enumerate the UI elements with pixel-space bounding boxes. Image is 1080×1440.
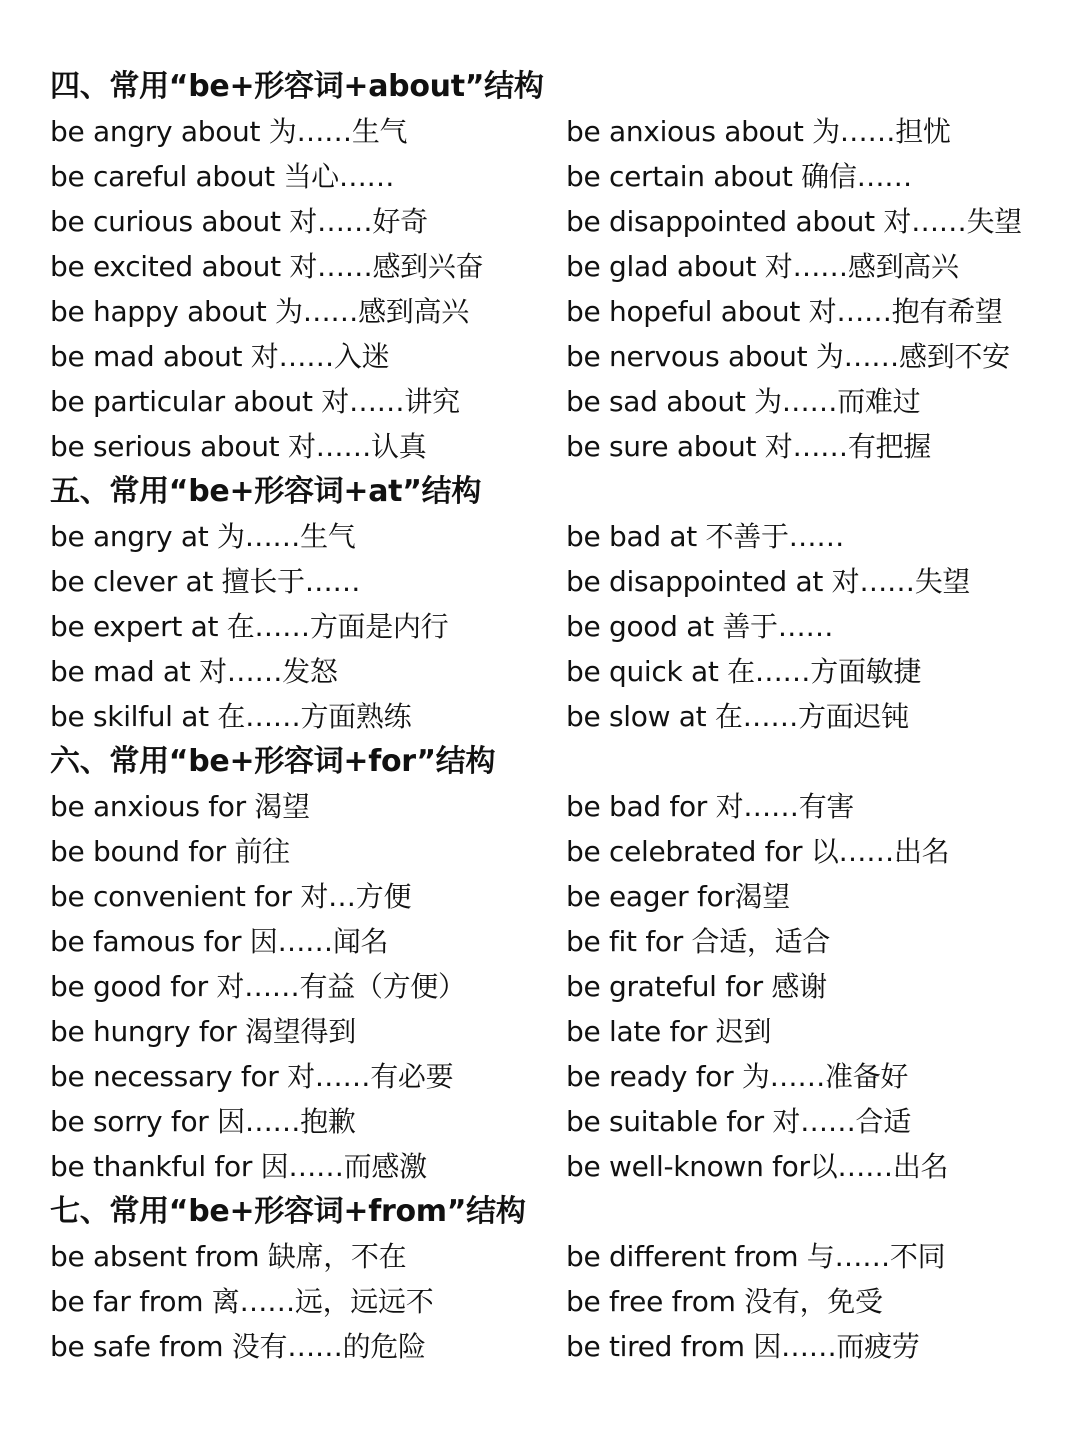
phrase-entry-right: be bad at 不善于…… [566, 520, 845, 553]
phrase-entry-left: be bound for 前往 [50, 835, 290, 868]
phrase-entry-left: be thankful for 因……而感激 [50, 1150, 427, 1183]
phrase-entry-right: be good at 善于…… [566, 610, 834, 643]
phrase-entry-left: be expert at 在……方面是内行 [50, 610, 449, 643]
phrase-entry-left: be particular about 对……讲究 [50, 385, 460, 418]
section [50, 64, 1060, 469]
section-title: 四、常用“be+形容词+about”结构 [50, 69, 544, 104]
phrase-row [50, 109, 1060, 154]
phrase-entry-right: be sad about 为……而难过 [566, 385, 921, 418]
phrase-entry-left: be far from 离……远，远远不 [50, 1285, 434, 1318]
phrase-row [50, 784, 1060, 829]
phrase-row [50, 694, 1060, 739]
section-title: 五、常用“be+形容词+at”结构 [50, 474, 482, 509]
phrase-row [50, 424, 1060, 469]
phrase-entry-left: be skilful at 在……方面熟练 [50, 700, 412, 733]
phrase-row [50, 379, 1060, 424]
phrase-entry-left: be necessary for 对……有必要 [50, 1060, 454, 1093]
phrase-row [50, 964, 1060, 1009]
phrase-row [50, 514, 1060, 559]
section [50, 1189, 1060, 1369]
phrase-entry-right: be free from 没有，免受 [566, 1285, 883, 1318]
phrase-row [50, 1009, 1060, 1054]
phrase-entry-left: be anxious for 渴望 [50, 790, 310, 823]
phrase-entry-right: be suitable for 对……合适 [566, 1105, 911, 1138]
section [50, 739, 1060, 1189]
phrase-entry-right: be certain about 确信…… [566, 160, 912, 193]
phrase-entry-right: be well-known for以……出名 [566, 1150, 949, 1183]
phrase-row [50, 1099, 1060, 1144]
phrase-entry-left: be absent from 缺席，不在 [50, 1240, 407, 1273]
phrase-row [50, 334, 1060, 379]
phrase-entry-right: be disappointed at 对……失望 [566, 565, 971, 598]
phrase-row [50, 559, 1060, 604]
phrase-entry-left: be convenient for 对…方便 [50, 880, 412, 913]
phrase-entry-left: be serious about 对……认真 [50, 430, 427, 463]
phrase-entry-left: be mad about 对……入迷 [50, 340, 390, 373]
phrase-entry-right: be hopeful about 对……抱有希望 [566, 295, 1003, 328]
phrase-row [50, 874, 1060, 919]
phrase-row [50, 919, 1060, 964]
phrase-entry-left: be excited about 对……感到兴奋 [50, 250, 484, 283]
section-title: 七、常用“be+形容词+from”结构 [50, 1194, 526, 1229]
phrase-entry-right: be nervous about 为……感到不安 [566, 340, 1010, 373]
phrase-row [50, 289, 1060, 334]
phrase-row [50, 1234, 1060, 1279]
phrase-entry-right: be quick at 在……方面敏捷 [566, 655, 922, 688]
section [50, 469, 1060, 739]
phrase-row [50, 1054, 1060, 1099]
phrase-entry-right: be celebrated for 以……出名 [566, 835, 950, 868]
phrase-entry-left: be good for 对……有益（方便） [50, 970, 466, 1003]
phrase-row [50, 154, 1060, 199]
phrase-entry-right: be eager for渴望 [566, 880, 790, 913]
phrase-entry-right: be bad for 对……有害 [566, 790, 855, 823]
phrase-entry-right: be disappointed about 对……失望 [566, 205, 1022, 238]
phrase-entry-left: be hungry for 渴望得到 [50, 1015, 356, 1048]
phrase-entry-left: be mad at 对……发怒 [50, 655, 338, 688]
phrase-entry-right: be fit for 合适，适合 [566, 925, 831, 958]
phrase-entry-right: be anxious about 为……担忧 [566, 115, 951, 148]
phrase-row [50, 199, 1060, 244]
phrase-entry-left: be clever at 擅长于…… [50, 565, 361, 598]
phrase-entry-left: be angry at 为……生气 [50, 520, 356, 553]
phrase-entry-right: be sure about 对……有把握 [566, 430, 931, 463]
phrase-list [50, 64, 1060, 1369]
phrase-entry-left: be happy about 为……感到高兴 [50, 295, 469, 328]
phrase-row [50, 829, 1060, 874]
phrase-row [50, 244, 1060, 289]
phrase-row [50, 1324, 1060, 1369]
phrase-row [50, 649, 1060, 694]
section-title: 六、常用“be+形容词+for”结构 [50, 744, 496, 779]
phrase-entry-right: be late for 迟到 [566, 1015, 772, 1048]
phrase-row [50, 604, 1060, 649]
phrase-entry-right: be glad about 对……感到高兴 [566, 250, 959, 283]
phrase-row [50, 1279, 1060, 1324]
phrase-entry-right: be tired from 因……而疲劳 [566, 1330, 920, 1363]
phrase-row [50, 1144, 1060, 1189]
phrase-entry-left: be angry about 为……生气 [50, 115, 408, 148]
phrase-entry-right: be grateful for 感谢 [566, 970, 827, 1003]
phrase-entry-right: be ready for 为……准备好 [566, 1060, 909, 1093]
phrase-entry-left: be sorry for 因……抱歉 [50, 1105, 356, 1138]
phrase-entry-right: be different from 与……不同 [566, 1240, 946, 1273]
phrase-entry-right: be slow at 在……方面迟钝 [566, 700, 909, 733]
phrase-entry-left: be careful about 当心…… [50, 160, 395, 193]
phrase-entry-left: be famous for 因……闻名 [50, 925, 389, 958]
phrase-entry-left: be curious about 对……好奇 [50, 205, 428, 238]
phrase-entry-left: be safe from 没有……的危险 [50, 1330, 426, 1363]
